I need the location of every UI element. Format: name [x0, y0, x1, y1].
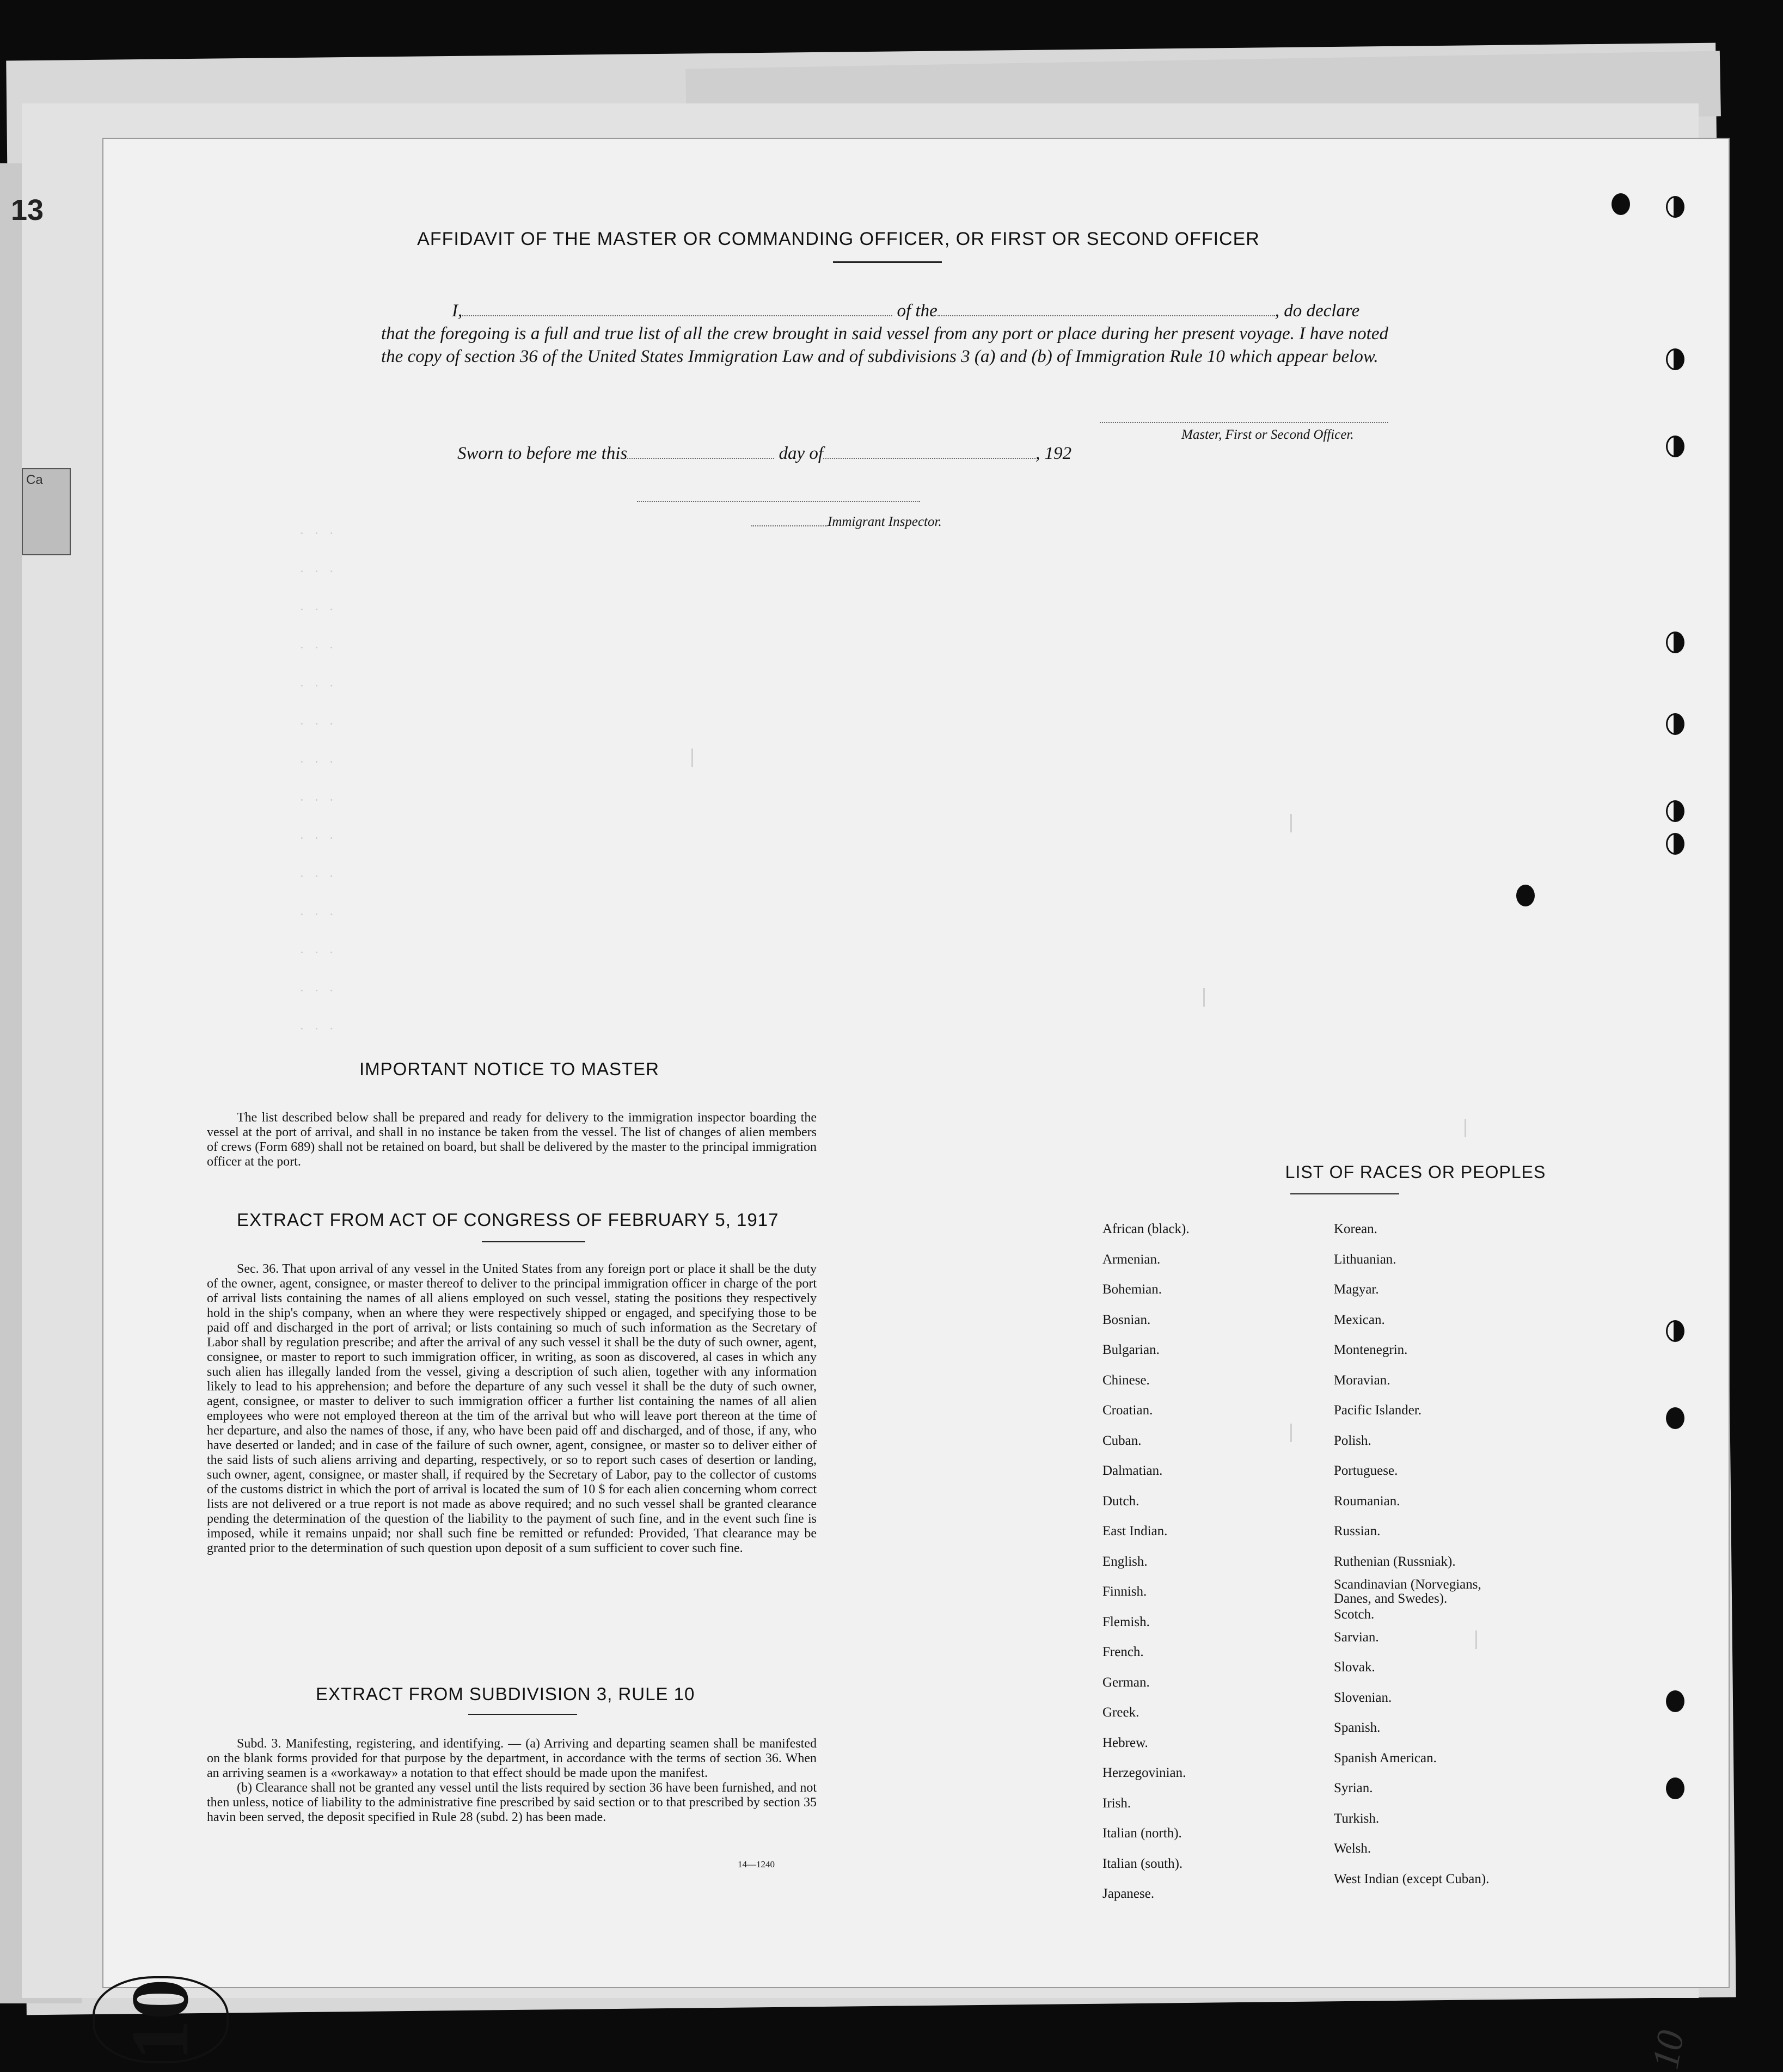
act-title-underline — [482, 1241, 585, 1242]
race-item: Sarvian. — [1334, 1629, 1379, 1645]
subdivision-b-paragraph: (b) Clearance shall not be granted any vessel until the lists required by section 36 have been furnished, and not then unless, notice of liability to the administrative fine prescribed by said section or to that prescribed by section 35 havin been served, the deposit specified in Rule 28 (subd. 2) has been made. — [207, 1781, 817, 1824]
faint-row-trace: · · · — [299, 754, 337, 770]
race-item: Dalmatian. — [1102, 1463, 1163, 1478]
faint-row-trace: · · · — [299, 792, 337, 808]
race-item: East Indian. — [1102, 1524, 1168, 1538]
punch-hole-icon — [1666, 436, 1684, 457]
handwritten-number: 10 — [1644, 2027, 1693, 2072]
affidavit-title: AFFIDAVIT OF THE MASTER OR COMMANDING OFFICER, OR FIRST OR SECOND OFFICER — [417, 229, 1260, 249]
race-item: Herzegovinian. — [1102, 1766, 1186, 1780]
affidavit-statement: that the foregoing is a full and true list of all the crew brought in said vessel from any port or place during her present voyage. I have noted the copy of section 36 of the United States Immigration Law and of subdivisions 3 (a) and (b) of Immigration Rule 10 which appear below. — [381, 324, 1388, 366]
punch-hole-icon — [1666, 632, 1684, 653]
race-item: German. — [1102, 1675, 1150, 1690]
race-item: Scotch. — [1334, 1607, 1375, 1622]
race-item: Korean. — [1334, 1222, 1377, 1236]
punch-hole-icon — [1666, 1690, 1684, 1712]
sworn-year: , 192 — [1036, 444, 1072, 463]
affidavit-i-label: I, — [452, 301, 463, 321]
race-item: West Indian (except Cuban). — [1334, 1871, 1490, 1886]
faint-row-trace: · · · — [299, 640, 337, 655]
race-item: Irish. — [1102, 1795, 1131, 1811]
race-item: Polish. — [1334, 1433, 1371, 1448]
act-extract-text — [207, 1262, 817, 1556]
notice-text — [207, 1111, 817, 1169]
title-underline — [833, 261, 942, 263]
faint-row-trace: · · · — [299, 1021, 337, 1037]
rule-extract-title: EXTRACT FROM SUBDIVISION 3, RULE 10 — [316, 1684, 695, 1704]
punch-hole-icon — [1666, 348, 1684, 370]
race-item: African (black). — [1102, 1222, 1190, 1236]
form-number: 14—1240 — [738, 1859, 775, 1869]
master-signature-line[interactable] — [1100, 422, 1388, 423]
master-signature-label: Master, First or Second Officer. — [1181, 427, 1354, 442]
name-field[interactable] — [462, 301, 892, 316]
faint-row-trace: · · · — [299, 945, 337, 960]
race-item: Spanish. — [1334, 1720, 1381, 1735]
faint-row-trace: · · · — [299, 830, 337, 846]
race-item: Hebrew. — [1102, 1735, 1148, 1750]
race-item: Roumanian. — [1334, 1493, 1400, 1509]
punch-hole-icon — [1666, 196, 1684, 218]
faint-row-trace: · · · — [299, 906, 337, 922]
race-item: Bulgarian. — [1102, 1342, 1160, 1357]
race-item: Cuban. — [1102, 1433, 1142, 1448]
faint-row-trace: · · · — [299, 983, 337, 998]
punch-hole-icon — [1612, 193, 1630, 215]
race-item: Bohemian. — [1102, 1282, 1162, 1297]
race-item: Dutch. — [1102, 1493, 1139, 1509]
faint-row-trace: · · · — [299, 868, 337, 884]
race-item: Chinese. — [1102, 1372, 1150, 1388]
affidavit-do-declare: , do declare — [1275, 301, 1360, 321]
month-field[interactable] — [823, 444, 1036, 459]
section-36-paragraph: Sec. 36. That upon arrival of any vessel in the United States from any foreign port or place it shall be the duty of the owner, agent, consignee, or master thereof to deliver to the principal immigration officer in charge of the port of arrival lists containing the names of all aliens employed on such vessel, stating the positions they respectively hold in the ship's company, when an where they were respectively shipped or engaged, and specifying those to be paid off and discharged in the port of arrival; or lists containing so much of such information as the Secretary of Labor shall by regulation prescribe; and after the arrival of any such vessel it shall be the duty of such owner, agent, consignee, or master to report to such immigration officer, in writing, as soon as discovered, al cases in which any such alien has illegally landed from the vessel, giving a description of such alien, together with any information likely to lead to his apprehension; and before the departure of any such vessel it shall be the duty of such owner, agent, consignee, or master to deliver to such immigration officer a further list containing the names of all alien employees who were not employed thereon at the tim of the arrival but who will leave port thereon at the time of her departure, and also the names of those, if any, who have been paid off and discharged, and of those, if any, who have deserted or landed; and in case of the failure of such owner, agent, consignee, or master so to deliver either of the said lists of such aliens arriving and departing, respectively, or so to report such cases of desertion or landing, such owner, agent, consignee, or master shall, if required by the Secretary of Labor, pay to the collector of customs of the customs district in which the port of arrival is located the sum of 10 $ for each alien concerning whom correct lists are not delivered or a true report is not made as above required; and no such vessel shall be granted clearance pending the determination of the question of the liability to the payment of such fine, and in the event such fine is imposed, while it remains unpaid; nor shall such fine be remitted or refunded: Provided, That clearance may be granted prior to the determination of such question upon deposit of a sum sufficient to cover such fine. — [207, 1262, 817, 1555]
races-left-column — [1102, 1214, 1190, 1909]
vessel-field[interactable] — [938, 301, 1275, 316]
faint-tick-trace — [691, 749, 693, 767]
race-item: Mexican. — [1334, 1312, 1385, 1327]
race-item: Finnish. — [1102, 1584, 1147, 1599]
page-number-stamp: 10 — [93, 1976, 229, 2063]
race-item: Russian. — [1334, 1524, 1381, 1538]
faint-tick-trace — [1290, 1424, 1292, 1442]
punch-hole-icon — [1666, 1320, 1684, 1342]
race-item: Pacific Islander. — [1334, 1403, 1422, 1418]
race-item: Magyar. — [1334, 1282, 1379, 1297]
faint-tick-trace — [1290, 814, 1292, 832]
race-item: Flemish. — [1102, 1614, 1150, 1629]
inspector-signature-line[interactable] — [637, 501, 920, 502]
faint-row-trace: · · · — [299, 716, 337, 732]
race-item: Spanish American. — [1334, 1750, 1437, 1766]
race-item: Ruthenian (Russniak). — [1334, 1554, 1456, 1569]
race-item: Slovenian. — [1334, 1690, 1392, 1705]
punch-hole-icon — [1666, 833, 1684, 855]
race-item: Syrian. — [1334, 1781, 1373, 1795]
faint-row-trace: · · · — [299, 563, 337, 579]
races-right-column — [1334, 1214, 1508, 1894]
notice-title: IMPORTANT NOTICE TO MASTER — [359, 1059, 660, 1079]
notice-paragraph: The list described below shall be prepared and ready for delivery to the immigration inspector boarding the vessel at the port of arrival, and shall in no instance be taken from the vessel. The list of changes of alien members of crews (Form 689) shall not be retained on board, but shall be delivered by the master to the principal immigration officer at the port. — [207, 1111, 817, 1169]
punch-hole-icon — [1516, 885, 1535, 906]
edge-tab: Ca — [22, 468, 71, 555]
race-item: Moravian. — [1334, 1372, 1390, 1388]
rule-title-underline — [468, 1714, 577, 1715]
sworn-line — [457, 444, 1071, 464]
race-item: Scandinavian (Norvegians, Danes, and Swedes). — [1334, 1577, 1481, 1606]
race-item: Armenian. — [1102, 1252, 1161, 1267]
act-extract-title: EXTRACT FROM ACT OF CONGRESS OF FEBRUARY 5, 1917 — [237, 1210, 779, 1230]
sworn-day-of: day of — [779, 444, 824, 463]
punch-hole-icon — [1666, 1407, 1684, 1429]
manifest-page — [103, 139, 1729, 2072]
race-item: Turkish. — [1334, 1811, 1380, 1826]
faint-row-trace: · · · — [299, 525, 337, 541]
race-item: Portuguese. — [1334, 1463, 1398, 1478]
faint-tick-trace — [1465, 1119, 1466, 1137]
edge-page-number: 13 — [11, 194, 44, 226]
races-title: LIST OF RACES OR PEOPLES — [1285, 1162, 1546, 1182]
race-item: Greek. — [1102, 1705, 1139, 1720]
race-item: Montenegrin. — [1334, 1342, 1408, 1357]
race-item: Japanese. — [1102, 1886, 1155, 1901]
day-field[interactable] — [627, 444, 774, 459]
affidavit-body — [381, 299, 1388, 368]
faint-tick-trace — [1203, 988, 1205, 1007]
punch-hole-icon — [1666, 1777, 1684, 1799]
races-title-underline — [1290, 1193, 1399, 1194]
sworn-prefix: Sworn to before me this — [457, 444, 628, 463]
race-item: Welsh. — [1334, 1841, 1371, 1856]
race-item: Slovak. — [1334, 1660, 1375, 1675]
punch-hole-icon — [1666, 713, 1684, 735]
race-item: Lithuanian. — [1334, 1252, 1396, 1267]
faint-row-trace: · · · — [299, 602, 337, 617]
race-item: Italian (south). — [1102, 1856, 1183, 1871]
race-item: French. — [1102, 1645, 1144, 1659]
race-item: Italian (north). — [1102, 1826, 1182, 1841]
punch-hole-icon — [1666, 800, 1684, 822]
race-item: Croatian. — [1102, 1403, 1153, 1418]
rule-extract-text — [207, 1737, 817, 1825]
faint-row-trace: · · · — [299, 678, 337, 694]
affidavit-of-the: of the — [897, 301, 938, 321]
subdivision-a-paragraph: Subd. 3. Manifesting, registering, and identifying. — (a) Arriving and departing seamen shall be manifested on the blank forms provided for that purpose by the department, in accordance with the terms of section 36. When an arriving seamen is a «workaway» a notation to that effect should be made upon the manifest. — [207, 1737, 817, 1780]
inspector-label: Immigrant Inspector. — [828, 514, 942, 529]
race-item: English. — [1102, 1554, 1148, 1569]
inspector-signature-line-2[interactable] — [751, 525, 828, 526]
race-item: Bosnian. — [1102, 1312, 1151, 1327]
